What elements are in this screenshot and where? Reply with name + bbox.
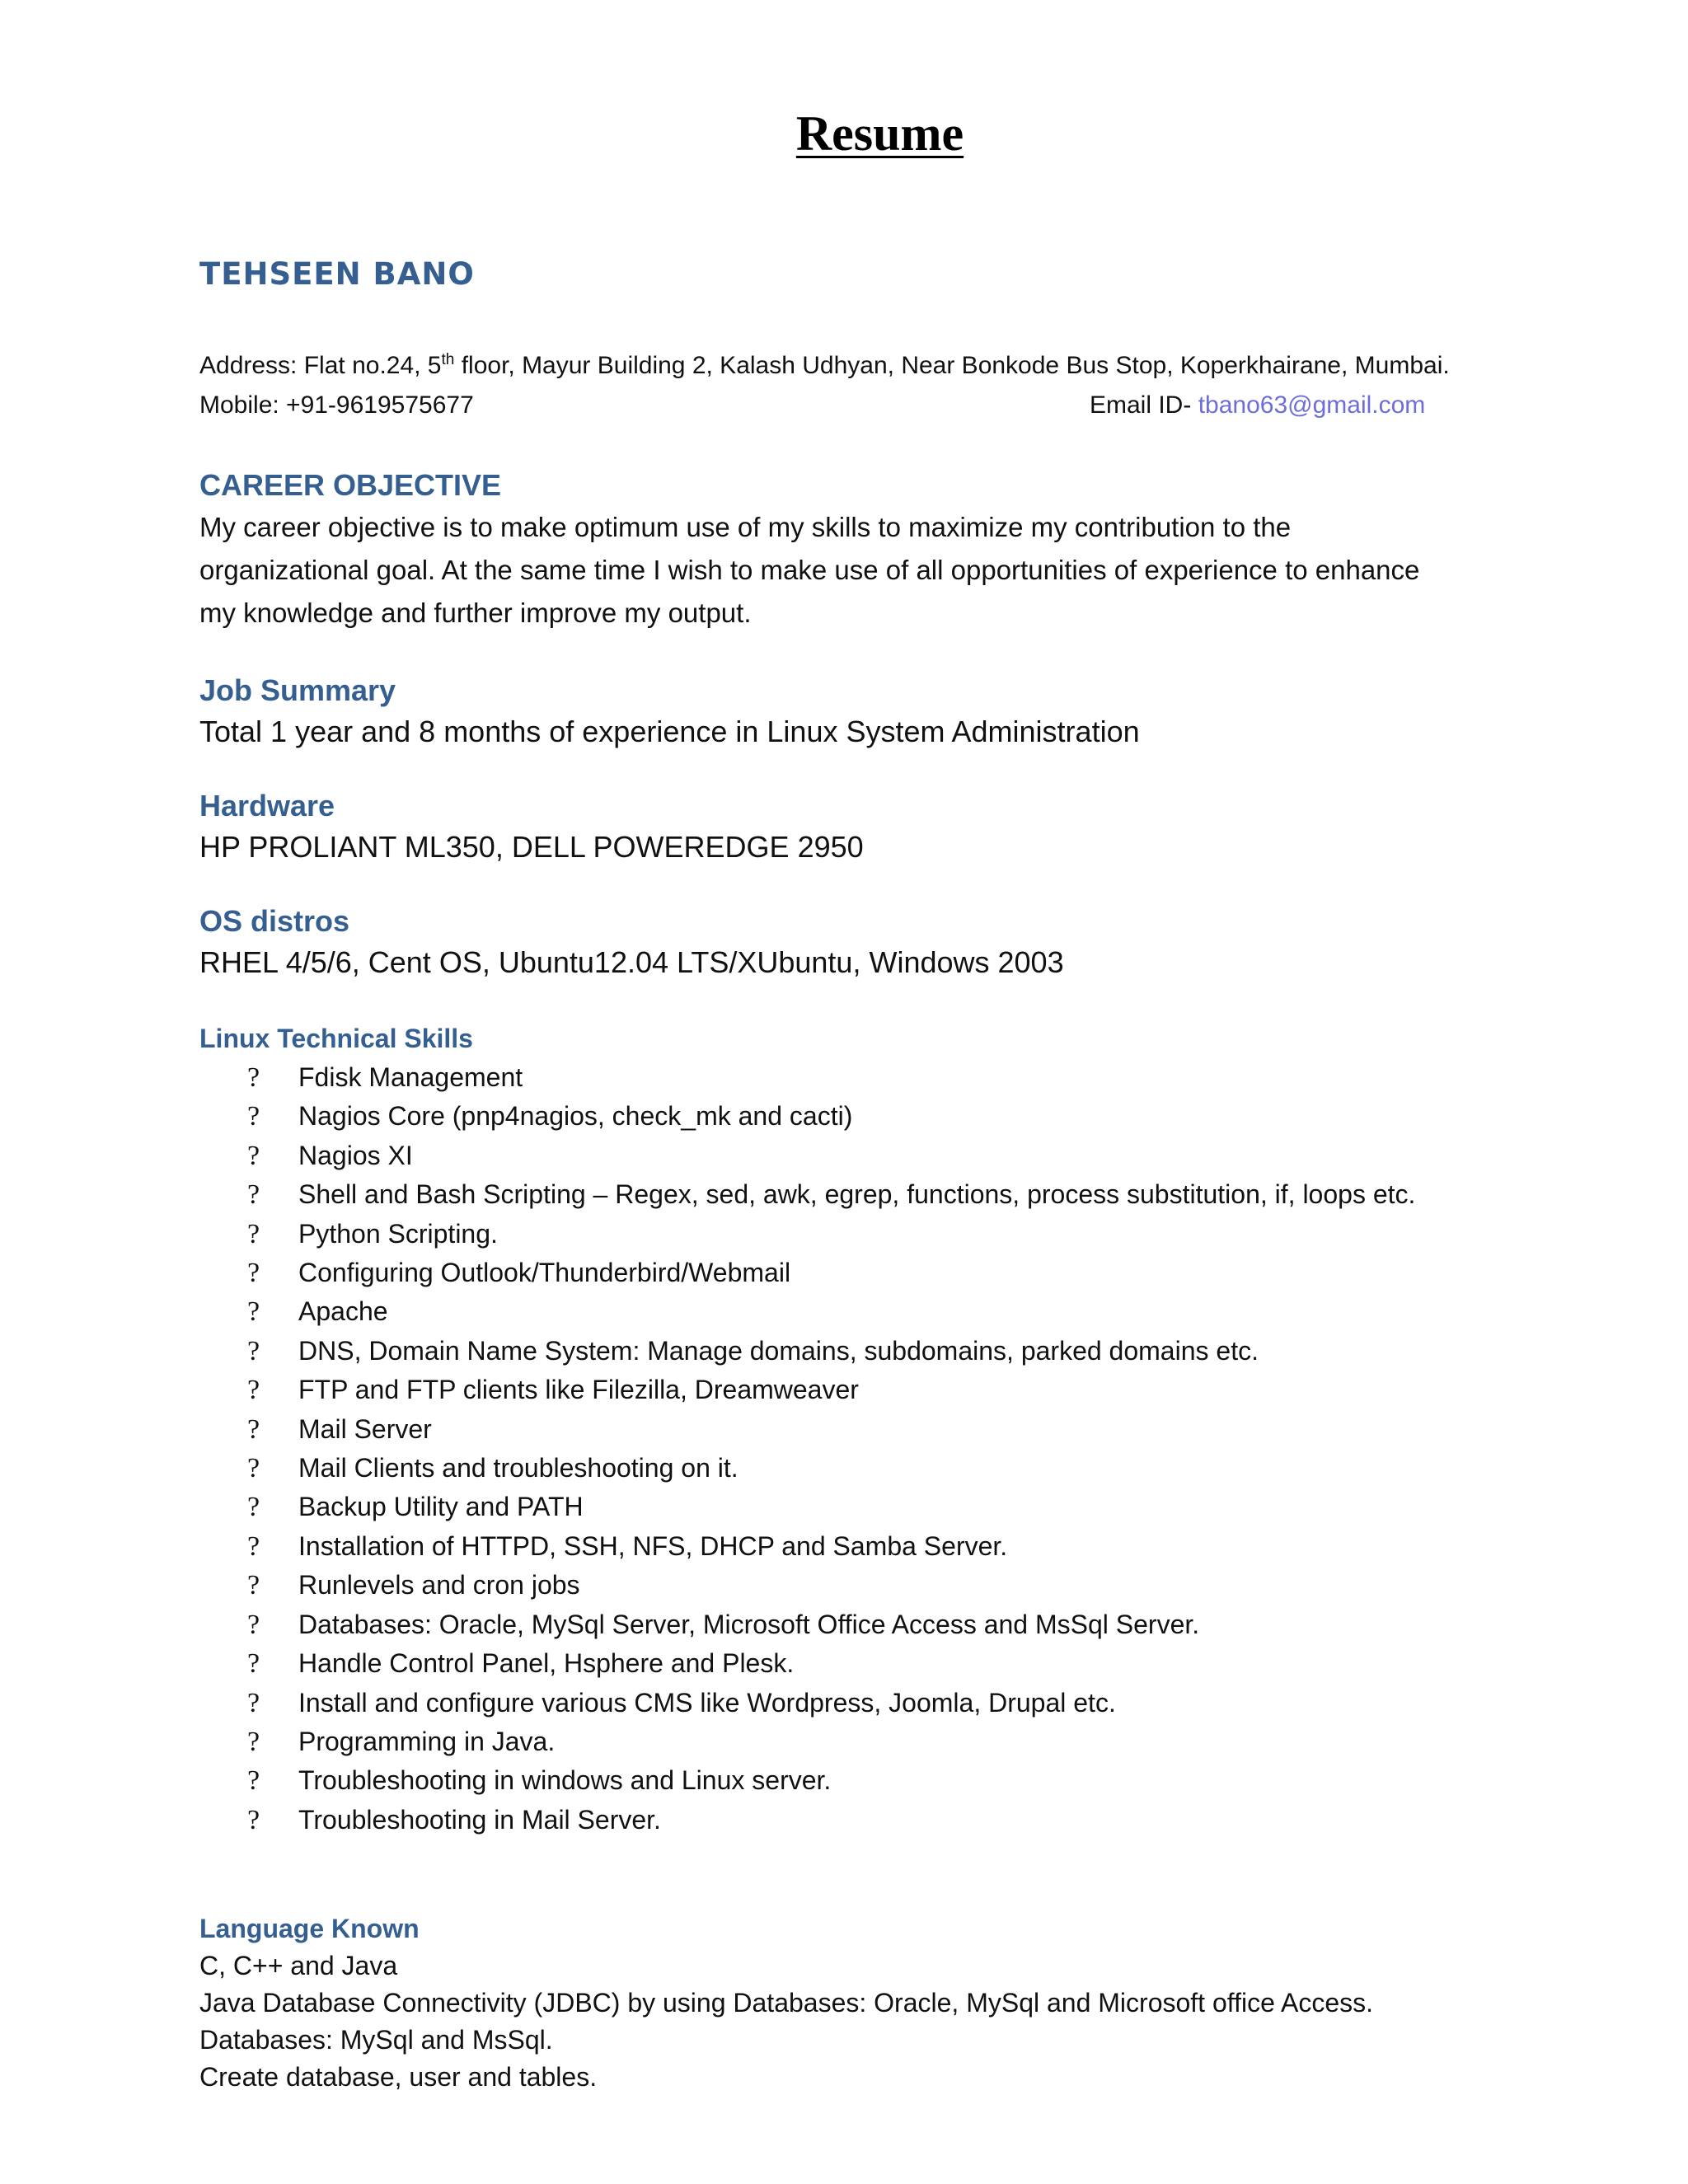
- bullet-icon: ?: [247, 1453, 260, 1484]
- career-objective-body: [199, 506, 1485, 635]
- skill-item: [199, 1332, 1485, 1371]
- skill-text: Configuring Outlook/Thunderbird/Webmail: [298, 1258, 791, 1288]
- bullet-icon: ?: [247, 1530, 260, 1562]
- skill-item: [199, 1058, 1485, 1097]
- bullet-icon: ?: [247, 1218, 260, 1249]
- email-link[interactable]: tbano63@gmail.com: [1198, 391, 1426, 419]
- skill-text: Mail Clients and troubleshooting on it.: [298, 1453, 738, 1483]
- bullet-icon: ?: [247, 1335, 260, 1366]
- skill-item: [199, 1137, 1485, 1175]
- bullet-icon: ?: [247, 1492, 260, 1523]
- skill-item: [199, 1566, 1485, 1605]
- skill-item: [199, 1215, 1485, 1254]
- os-distros-text: RHEL 4/5/6, Cent OS, Ubuntu12.04 LTS/XUbuntu, Windows 2003: [199, 945, 1064, 979]
- bullet-icon: ?: [247, 1179, 260, 1211]
- language-known-body: [199, 1947, 1485, 2096]
- address-superscript: th: [441, 351, 455, 368]
- bullet-icon: ?: [247, 1375, 260, 1406]
- skill-item: [199, 1801, 1485, 1840]
- contact-row: [199, 386, 1485, 425]
- language-line: C, C++ and Java: [199, 1951, 398, 1981]
- email-block: [1090, 386, 1425, 425]
- skill-item: [199, 1175, 1485, 1214]
- skill-item: [199, 1488, 1485, 1526]
- skill-text: DNS, Domain Name System: Manage domains, subdomains, parked domains etc.: [298, 1335, 1259, 1366]
- skill-text: Nagios XI: [298, 1140, 413, 1170]
- skill-item: [199, 1097, 1485, 1136]
- skill-text: Fdisk Management: [298, 1062, 523, 1092]
- job-summary-heading: Job Summary: [199, 673, 396, 707]
- language-line: Java Database Connectivity (JDBC) by using Databases: Oracle, MySql and Microsoft office Access.: [199, 1988, 1374, 2018]
- skill-text: Runlevels and cron jobs: [298, 1570, 580, 1601]
- skill-text: Backup Utility and PATH: [298, 1492, 584, 1522]
- skill-text: Mail Server: [298, 1413, 432, 1444]
- skill-text: Installation of HTTPD, SSH, NFS, DHCP and Samba Server.: [298, 1530, 1008, 1561]
- skill-item: [199, 1410, 1485, 1449]
- skill-text: Handle Control Panel, Hsphere and Plesk.: [298, 1648, 795, 1679]
- language-line: Create database, user and tables.: [199, 2062, 598, 2093]
- skill-text: Shell and Bash Scripting – Regex, sed, awk, egrep, functions, process substitution, if, loops etc.: [298, 1179, 1416, 1210]
- bullet-icon: ?: [247, 1101, 260, 1132]
- address-text: Address: Flat no.24, 5: [199, 352, 442, 379]
- career-objective-line: organizational goal. At the same time I wish to make use of all opportunities of experience to enhance: [199, 555, 1420, 585]
- bullet-icon: ?: [247, 1648, 260, 1680]
- linux-skills-list: [199, 1058, 1485, 1840]
- bullet-icon: ?: [247, 1296, 260, 1328]
- skill-item: [199, 1449, 1485, 1488]
- skill-item: [199, 1254, 1485, 1292]
- linux-skills-heading: Linux Technical Skills: [199, 1024, 473, 1053]
- skill-text: Python Scripting.: [298, 1218, 498, 1249]
- skill-text: Install and configure various CMS like Wordpress, Joomla, Drupal etc.: [298, 1687, 1116, 1718]
- career-objective-line: My career objective is to make optimum use of my skills to maximize my contribution to the: [199, 512, 1292, 542]
- hardware-text: HP PROLIANT ML350, DELL POWEREDGE 2950: [199, 830, 864, 864]
- skill-item: [199, 1371, 1485, 1409]
- mobile-number: Mobile: +91-9619575677: [199, 391, 474, 419]
- skill-text: FTP and FTP clients like Filezilla, Dreamweaver: [298, 1375, 859, 1405]
- candidate-name: TEHSEEN BANO: [199, 256, 475, 292]
- email-label: Email ID-: [1090, 391, 1198, 419]
- address-line: [199, 340, 1485, 386]
- skill-text: Apache: [298, 1296, 388, 1327]
- skill-text: Nagios Core (pnp4nagios, check_mk and cacti): [298, 1101, 853, 1132]
- bullet-icon: ?: [247, 1726, 260, 1757]
- bullet-icon: ?: [247, 1609, 260, 1640]
- skill-item: [199, 1644, 1485, 1683]
- bullet-icon: ?: [247, 1140, 260, 1171]
- skill-text: Programming in Java.: [298, 1726, 556, 1756]
- bullet-icon: ?: [247, 1765, 260, 1797]
- document-title: Resume: [795, 106, 964, 161]
- bullet-icon: ?: [247, 1062, 260, 1093]
- skill-item: [199, 1684, 1485, 1722]
- skill-item: [199, 1605, 1485, 1644]
- bullet-icon: ?: [247, 1413, 260, 1445]
- skill-text: Troubleshooting in Mail Server.: [298, 1804, 661, 1835]
- skill-item: [199, 1722, 1485, 1761]
- bullet-icon: ?: [247, 1804, 260, 1835]
- language-known-heading: Language Known: [199, 1914, 420, 1944]
- hardware-heading: Hardware: [199, 789, 335, 823]
- resume-content: [199, 251, 1485, 2096]
- address-text-rest: floor, Mayur Building 2, Kalash Udhyan, Near Bonkode Bus Stop, Koperkhairane, Mumbai.: [454, 352, 1450, 379]
- skill-text: Databases: Oracle, MySql Server, Microsoft Office Access and MsSql Server.: [298, 1609, 1200, 1639]
- skill-item: [199, 1292, 1485, 1331]
- bullet-icon: ?: [247, 1687, 260, 1718]
- os-distros-heading: OS distros: [199, 904, 350, 938]
- skill-item: [199, 1761, 1485, 1800]
- career-objective-heading: CAREER OBJECTIVE: [199, 468, 502, 502]
- career-objective-line: my knowledge and further improve my output.: [199, 598, 752, 628]
- bullet-icon: ?: [247, 1258, 260, 1289]
- language-line: Databases: MySql and MsSql.: [199, 2025, 553, 2055]
- bullet-icon: ?: [247, 1570, 260, 1601]
- skill-item: [199, 1527, 1485, 1566]
- job-summary-text: Total 1 year and 8 months of experience in Linux System Administration: [199, 715, 1140, 748]
- skill-text: Troubleshooting in windows and Linux server.: [298, 1765, 832, 1796]
